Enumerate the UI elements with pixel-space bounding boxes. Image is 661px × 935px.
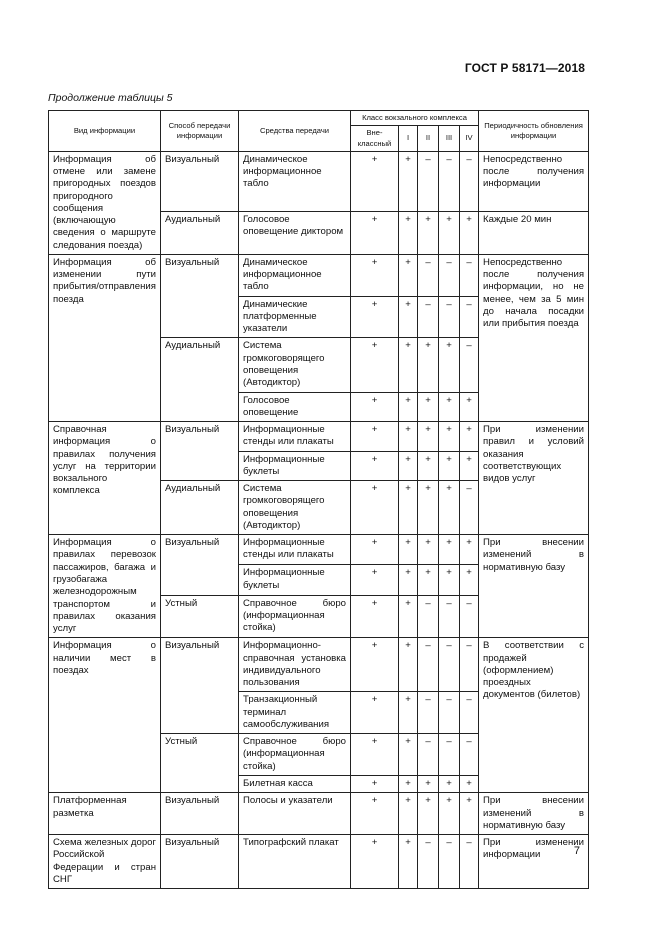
period-cell: Непосредственно после получения информации, но не менее, чем за 5 мин до начала посадки или прибытия поезда [479,254,589,421]
means-cell: Билетная касса [239,775,351,792]
class-mark-cell: + [418,775,439,792]
method-cell: Визуальный [161,151,239,211]
class-mark-cell: – [460,692,479,734]
class-mark-cell: + [460,392,479,422]
class-mark-cell: + [399,481,418,535]
class-mark-cell: + [351,638,399,692]
class-mark-cell: + [460,793,479,835]
table-row [49,151,589,211]
class-mark-cell: + [418,793,439,835]
class-mark-cell: + [399,254,418,296]
table-5 [48,110,589,889]
class-mark-cell: + [351,422,399,452]
class-mark-cell: + [399,565,418,595]
method-cell: Визуальный [161,793,239,835]
class-mark-cell: + [439,451,460,481]
info-kind-cell: Информация о наличии мест в поездах [49,638,161,793]
class-mark-cell: + [439,535,460,565]
class-mark-cell: – [418,296,439,338]
standard-designation: ГОСТ Р 58171—2018 [464,61,585,75]
page-number: 7 [573,845,580,857]
means-cell: Информационные стенды или плакаты [239,422,351,452]
class-mark-cell: – [460,734,479,776]
class-mark-cell: + [418,422,439,452]
period-cell: При внесении изменений в нормативную базу [479,793,589,835]
class-mark-cell: + [351,296,399,338]
class-mark-cell: – [460,151,479,211]
header-class-group: Класс вокзального комплекса [351,111,479,126]
class-mark-cell: + [418,338,439,392]
class-mark-cell: – [439,296,460,338]
means-cell: Динамические платформенные указатели [239,296,351,338]
class-mark-cell: + [351,775,399,792]
info-kind-cell: Схема железных дорог Российской Федерации и стран СНГ [49,835,161,889]
class-mark-cell: + [460,535,479,565]
means-cell: Информационные буклеты [239,451,351,481]
method-cell: Визуальный [161,422,239,481]
class-mark-cell: + [399,638,418,692]
class-mark-cell: – [460,835,479,889]
class-mark-cell: + [418,392,439,422]
class-mark-cell: + [399,734,418,776]
class-mark-cell: + [351,254,399,296]
period-cell: При изменении правил и условий оказания соответствующих видов услуг [479,422,589,535]
class-mark-cell: + [351,835,399,889]
table-row [49,422,589,452]
class-mark-cell: + [351,565,399,595]
info-kind-cell: Информация об изменении пути прибытия/отправления поезда [49,254,161,421]
class-mark-cell: + [351,734,399,776]
period-cell: Каждые 20 мин [479,212,589,255]
class-mark-cell: – [418,151,439,211]
class-mark-cell: + [439,793,460,835]
means-cell: Информационно-справочная установка индивидуального пользования [239,638,351,692]
class-mark-cell: + [418,481,439,535]
class-mark-cell: + [351,793,399,835]
class-mark-cell: – [418,692,439,734]
means-cell: Голосовое оповещение [239,392,351,422]
table-row [49,638,589,692]
means-cell: Полосы и указатели [239,793,351,835]
method-cell: Визуальный [161,638,239,734]
means-cell: Информационные стенды или плакаты [239,535,351,565]
class-mark-cell: + [351,151,399,211]
class-mark-cell: + [439,775,460,792]
class-mark-cell: + [439,212,460,255]
class-mark-cell: – [439,151,460,211]
method-cell: Аудиальный [161,212,239,255]
class-mark-cell: – [439,734,460,776]
header-class-out: Внеклассный [351,126,399,152]
class-mark-cell: – [439,692,460,734]
class-mark-cell: – [460,338,479,392]
header-period: Периодичность обновления информации [479,111,589,152]
class-mark-cell: + [351,338,399,392]
class-mark-cell: – [460,638,479,692]
class-mark-cell: – [418,734,439,776]
header-method: Способ передачи информации [161,111,239,152]
table-row [49,835,589,889]
class-mark-cell: – [460,254,479,296]
class-mark-cell: – [439,254,460,296]
info-kind-cell: Справочная информация о правилах получения услуг на территории вокзального комплекса [49,422,161,535]
table-row [49,535,589,565]
table-body [49,151,589,888]
method-cell: Аудиальный [161,338,239,422]
class-mark-cell: + [399,775,418,792]
means-cell: Типографский плакат [239,835,351,889]
class-mark-cell: + [460,422,479,452]
class-mark-cell: + [399,535,418,565]
class-mark-cell: + [351,481,399,535]
class-mark-cell: + [399,793,418,835]
class-mark-cell: + [439,392,460,422]
table-row [49,254,589,296]
class-mark-cell: – [418,595,439,638]
class-mark-cell: + [439,565,460,595]
header-class-4: IV [460,126,479,152]
class-mark-cell: + [351,595,399,638]
class-mark-cell: – [439,595,460,638]
class-mark-cell: + [351,392,399,422]
class-mark-cell: + [351,535,399,565]
header-class-3: III [439,126,460,152]
method-cell: Устный [161,734,239,793]
class-mark-cell: – [418,835,439,889]
info-kind-cell: Информация о правилах перевозок пассажиров, багажа и грузобагажа железнодорожным транспортом и правилах оказания услуг [49,535,161,638]
class-mark-cell: + [399,835,418,889]
class-mark-cell: + [399,451,418,481]
class-mark-cell: + [399,595,418,638]
class-mark-cell: + [399,296,418,338]
means-cell: Транзакционный терминал самообслуживания [239,692,351,734]
class-mark-cell: + [351,451,399,481]
class-mark-cell: + [399,212,418,255]
method-cell: Визуальный [161,535,239,595]
period-cell: При изменении информации [479,835,589,889]
class-mark-cell: – [418,638,439,692]
class-mark-cell: + [418,212,439,255]
header-means: Средства передачи [239,111,351,152]
means-cell: Система громкоговорящего оповещения (Автодиктор) [239,481,351,535]
class-mark-cell: – [460,296,479,338]
header-kind: Вид информации [49,111,161,152]
table-caption: Продолжение таблицы 5 [48,92,173,104]
table-row [49,793,589,835]
class-mark-cell: + [460,451,479,481]
class-mark-cell: + [460,775,479,792]
class-mark-cell: + [399,392,418,422]
class-mark-cell: – [439,835,460,889]
class-mark-cell: – [460,595,479,638]
class-mark-cell: + [399,422,418,452]
method-cell: Визуальный [161,254,239,338]
header-class-1: I [399,126,418,152]
class-mark-cell: + [460,212,479,255]
method-cell: Устный [161,595,239,638]
period-cell: При внесении изменений в нормативную базу [479,535,589,638]
class-mark-cell: + [418,565,439,595]
means-cell: Динамическое информационное табло [239,151,351,211]
class-mark-cell: + [418,451,439,481]
class-mark-cell: + [351,692,399,734]
class-mark-cell: + [399,338,418,392]
class-mark-cell: – [439,638,460,692]
class-mark-cell: + [439,338,460,392]
method-cell: Визуальный [161,835,239,889]
means-cell: Справочное бюро (информационная стойка) [239,734,351,776]
means-cell: Информационные буклеты [239,565,351,595]
class-mark-cell: + [351,212,399,255]
class-mark-cell: – [418,254,439,296]
class-mark-cell: + [418,535,439,565]
info-kind-cell: Платформенная разметка [49,793,161,835]
class-mark-cell: – [460,481,479,535]
means-cell: Динамическое информационное табло [239,254,351,296]
means-cell: Система громкоговорящего оповещения (Автодиктор) [239,338,351,392]
class-mark-cell: + [439,481,460,535]
class-mark-cell: + [460,565,479,595]
class-mark-cell: + [399,151,418,211]
class-mark-cell: + [399,692,418,734]
period-cell: В соответствии с продажей (оформлением) проездных документов (билетов) [479,638,589,793]
means-cell: Справочное бюро (информационная стойка) [239,595,351,638]
class-mark-cell: + [439,422,460,452]
info-kind-cell: Информация об отмене или замене пригородных поездов пригородного сообщения (включающую сведения о маршруте следования поезда) [49,151,161,254]
method-cell: Аудиальный [161,481,239,535]
period-cell: Непосредственно после получения информации [479,151,589,211]
header-class-2: II [418,126,439,152]
means-cell: Голосовое оповещение диктором [239,212,351,255]
